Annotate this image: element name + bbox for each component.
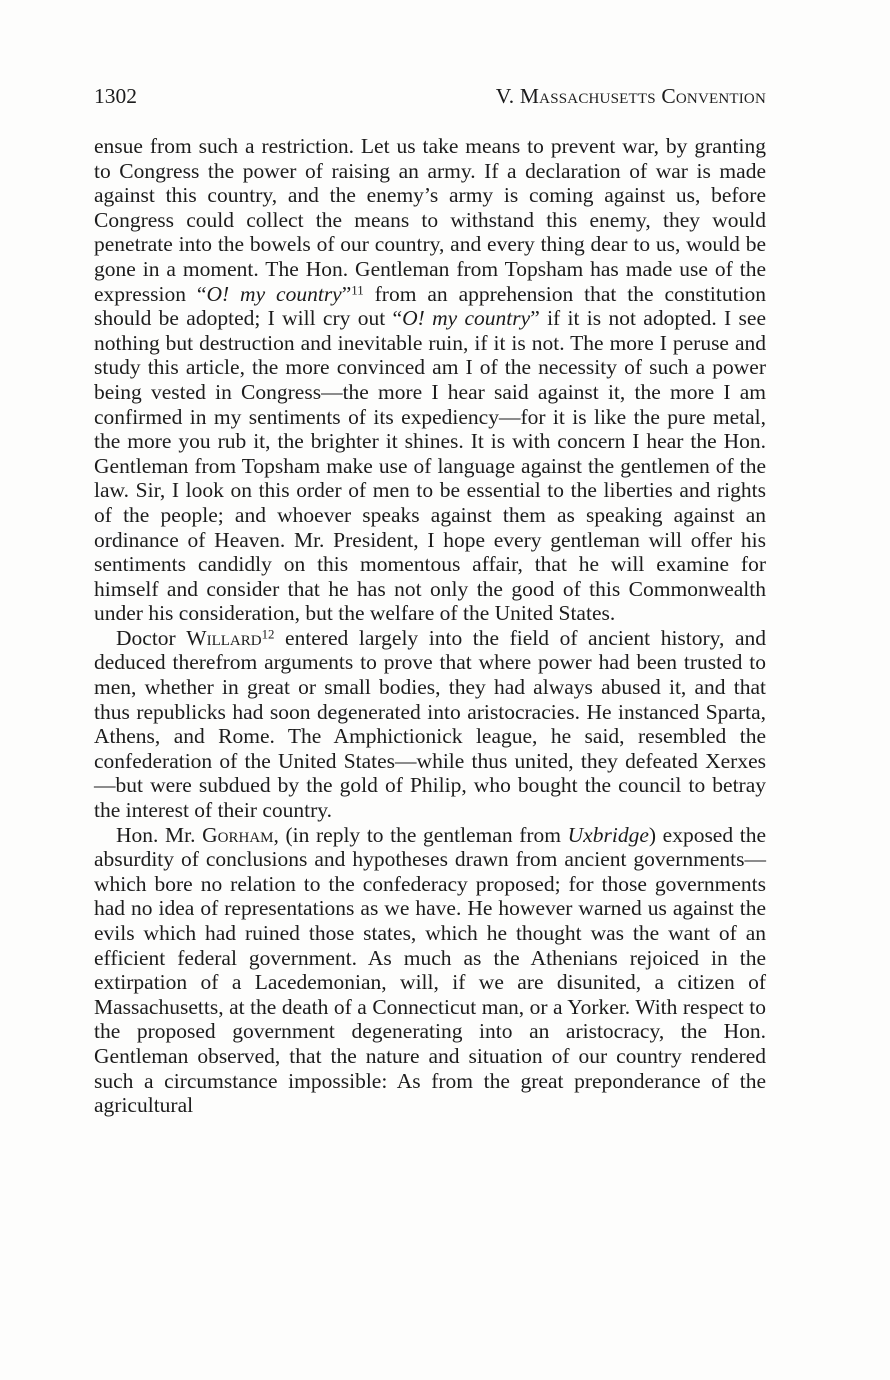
paragraph-3: Hon. Mr. Gorham, (in reply to the gentleman from Uxbridge) exposed the absurdity of conclusions and hypotheses drawn from ancient governments—which bore no relation to the confederacy proposed; for those governments had no idea of representations as we have. He however warned us against the evils which had ruined those states, which he thought was the want of an efficient federal government. As much as the Athenians rejoiced in the extirpation of a Lacedemonian, will, if we are disunited, a citizen of Massachusetts, at the death of a Connecticut man, or a Yorker. With respect to the proposed government degenerating into an aristocracy, the Hon. Gentleman observed, that the nature and situation of our country rendered such a circumstance impossible: As from the great preponderance of the agricultural — [94, 822, 766, 1118]
footnote-ref-12: 12 — [261, 627, 275, 642]
footnote-ref-11: 11 — [351, 283, 364, 298]
running-title: V. Massachusetts Convention — [495, 84, 766, 108]
running-header — [94, 82, 766, 110]
page-number: 1302 — [94, 84, 137, 108]
paragraph-2: Doctor Willard$^{12}$ entered largely into the field of ancient history, and deduced therefrom arguments to prove that where power had been trusted to men, whether in great or small bodies, they had always abused it, and that thus republicks had soon degenerated into aristocracies. He instanced Sparta, Athens, and Rome. The Amphictionick league, he said, resembled the confederation of the United States—while thus united, they defeated Xerxes—but were subdued by the gold of Philip, who bought the council to betray the interest of their country. — [94, 625, 767, 823]
italic-phrase: O! my country — [402, 306, 531, 331]
place-name: Uxbridge — [567, 822, 649, 847]
speaker-name: Gorham — [202, 822, 274, 847]
book-page — [94, 82, 766, 1118]
speaker-name: Willard — [186, 625, 262, 650]
body-text — [94, 134, 766, 1118]
italic-phrase: O! my country — [206, 281, 342, 306]
paragraph-1: ensue from such a restriction. Let us take means to prevent war, by granting to Congress the power of raising an army. If a declaration of war is made against this country, and the enemy’s army is coming against us, before Congress could collect the means to withstand this enemy, they would penetrate into the bowels of our country, and every thing dear to us, would be gone in a moment. The Hon. Gentleman from Topsham has made use of the expression “O! my country”$^{11}$ from an apprehension that the constitution should be adopted; I will cry out “O! my country” if it is not adopted. I see nothing but destruction and inevitable ruin, if it is not. The more I peruse and study this article, the more convinced am I of the necessity of such a power being vested in Congress—the more I hear said against it, the more I am confirmed in my sentiments of its expediency—for it is like the pure metal, the more you rub it, the brighter it shines. It is with concern I hear the Hon. Gentleman from Topsham make use of language against the gentlemen of the law. Sir, I look on this order of men to be essential to the liberties and rights of the people; and whoever speaks against them as speaking against an ordinance of Heaven. Mr. President, I hope every gentleman will offer his sentiments candidly on this momentous affair, that he will examine for himself and consider that he has not only the good of this Commonwealth under his consideration, but the welfare of the United States. — [94, 134, 767, 626]
